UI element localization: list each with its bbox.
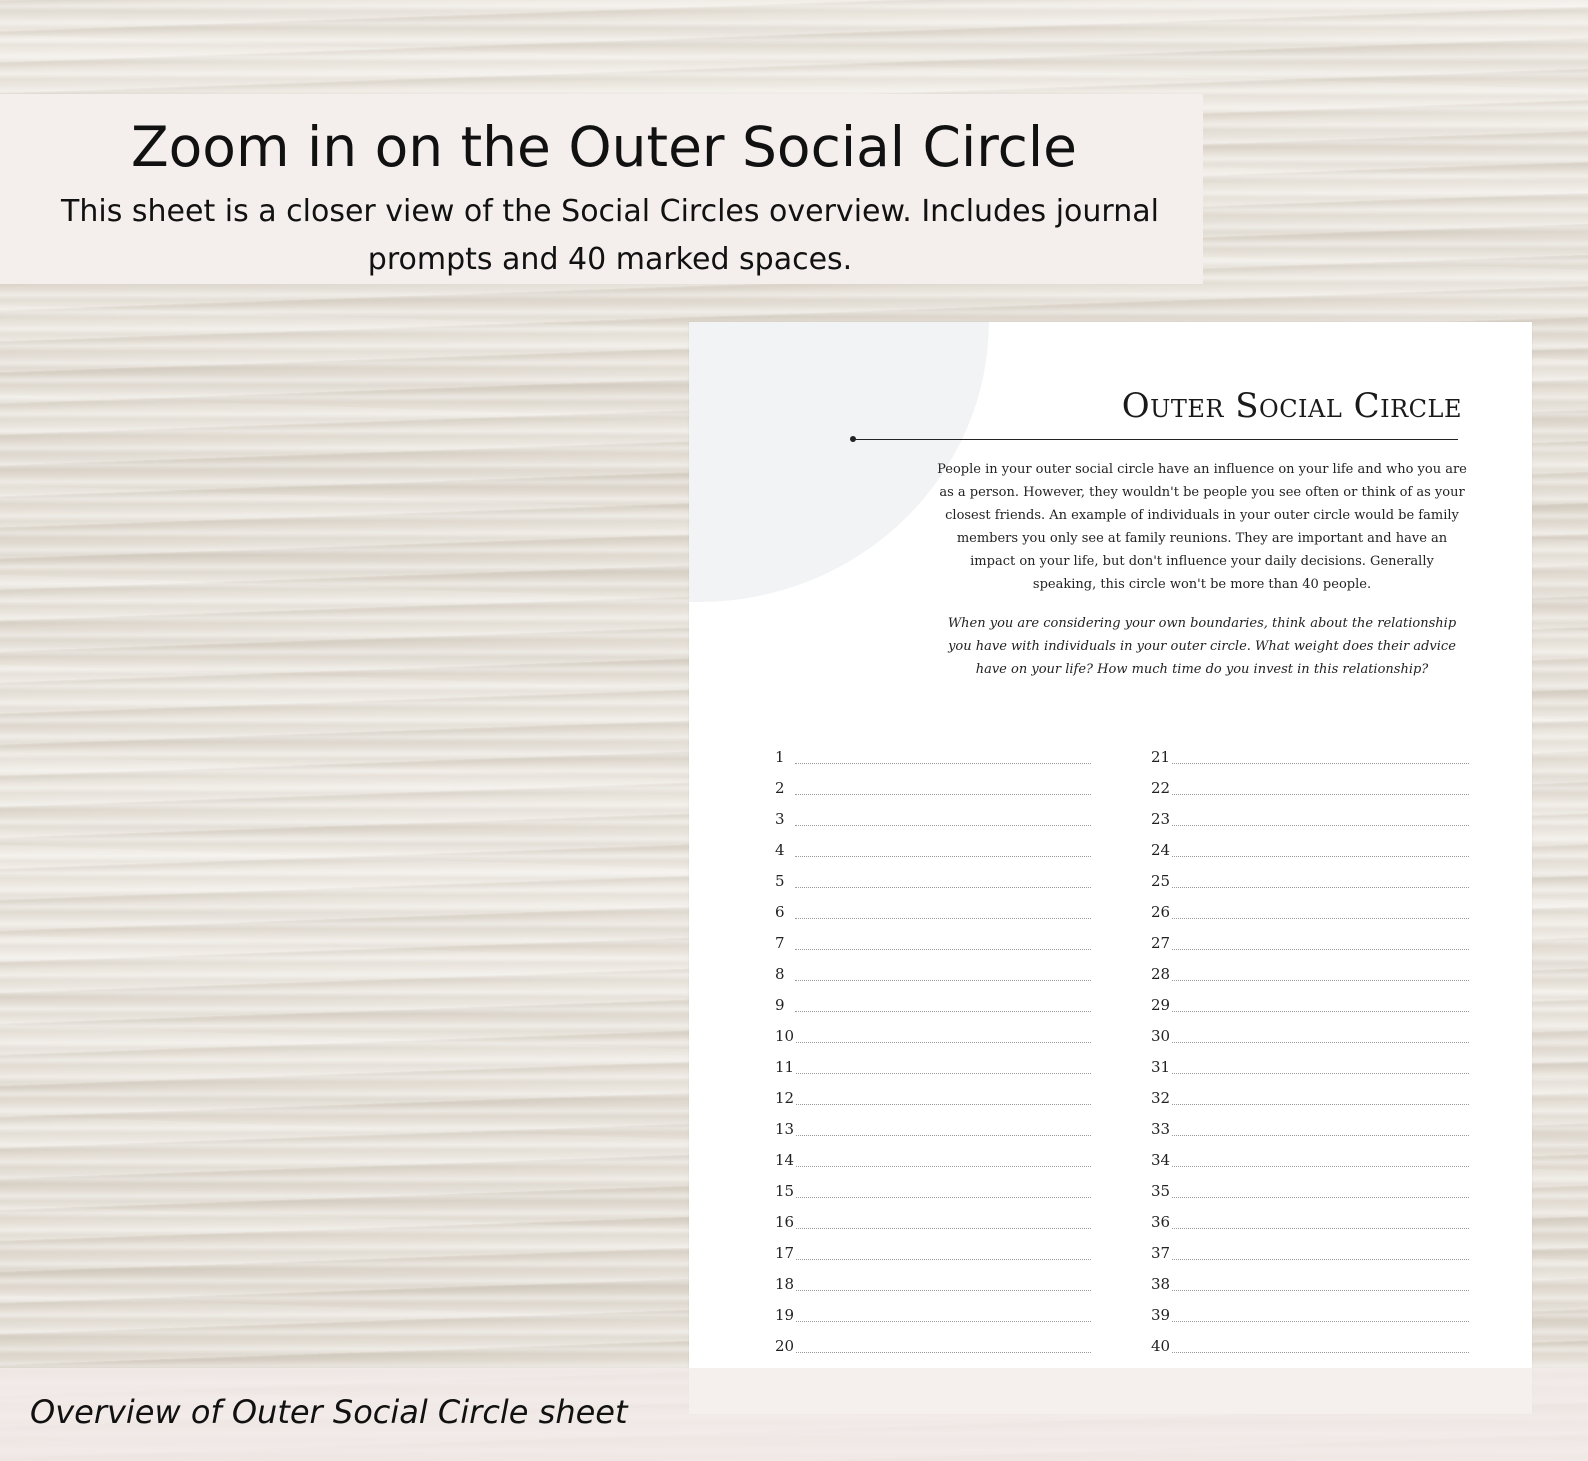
list-item-number: 28 bbox=[1151, 965, 1171, 983]
list-item bbox=[775, 1232, 1091, 1263]
list-item bbox=[775, 922, 1091, 953]
list-item-number: 25 bbox=[1151, 872, 1171, 890]
list-item bbox=[1151, 1077, 1469, 1108]
list-item bbox=[775, 953, 1091, 984]
list-item bbox=[1151, 922, 1469, 953]
write-in-line[interactable] bbox=[1172, 1320, 1469, 1322]
list-item bbox=[775, 1170, 1091, 1201]
list-item bbox=[775, 1077, 1091, 1108]
write-in-line[interactable] bbox=[796, 1072, 1091, 1074]
write-in-line[interactable] bbox=[795, 855, 1091, 857]
list-item bbox=[1151, 1263, 1469, 1294]
list-item bbox=[775, 829, 1091, 860]
list-item-number: 17 bbox=[775, 1244, 795, 1262]
list-item-number: 37 bbox=[1151, 1244, 1171, 1262]
write-in-line[interactable] bbox=[1172, 793, 1469, 795]
list-item bbox=[775, 1263, 1091, 1294]
write-in-line[interactable] bbox=[795, 948, 1091, 950]
list-item-number: 15 bbox=[775, 1182, 795, 1200]
list-item bbox=[775, 1294, 1091, 1325]
list-item-number: 27 bbox=[1151, 934, 1171, 952]
list-item-number: 18 bbox=[775, 1275, 795, 1293]
list-item bbox=[1151, 1201, 1469, 1232]
write-in-line[interactable] bbox=[1172, 1227, 1469, 1229]
list-item-number: 5 bbox=[775, 872, 785, 890]
write-in-line[interactable] bbox=[1172, 1351, 1469, 1353]
write-in-line[interactable] bbox=[796, 1320, 1091, 1322]
list-item bbox=[1151, 860, 1469, 891]
banner-subtitle: This sheet is a closer view of the Social Circles overview. Includes journal prompts and 40 marked spaces. bbox=[61, 194, 1159, 277]
list-item bbox=[1151, 1046, 1469, 1077]
list-item-number: 12 bbox=[775, 1089, 795, 1107]
write-in-line[interactable] bbox=[1172, 917, 1469, 919]
write-in-line[interactable] bbox=[795, 793, 1091, 795]
list-item-number: 1 bbox=[775, 748, 785, 766]
list-item-number: 31 bbox=[1151, 1058, 1171, 1076]
list-item bbox=[1151, 1108, 1469, 1139]
worksheet-page bbox=[689, 322, 1532, 1414]
numbered-list-right bbox=[1151, 736, 1469, 1356]
list-item-number: 2 bbox=[775, 779, 785, 797]
list-item-number: 24 bbox=[1151, 841, 1171, 859]
list-item bbox=[775, 1325, 1091, 1356]
list-item bbox=[1151, 1015, 1469, 1046]
write-in-line[interactable] bbox=[1172, 1103, 1469, 1105]
list-item-number: 33 bbox=[1151, 1120, 1171, 1138]
list-item-number: 20 bbox=[775, 1337, 795, 1355]
list-item bbox=[1151, 891, 1469, 922]
write-in-line[interactable] bbox=[796, 1258, 1091, 1260]
write-in-line[interactable] bbox=[1172, 762, 1469, 764]
list-item bbox=[775, 736, 1091, 767]
list-item bbox=[775, 891, 1091, 922]
header-banner bbox=[0, 94, 1203, 284]
list-item-number: 19 bbox=[775, 1306, 795, 1324]
write-in-line[interactable] bbox=[796, 1227, 1091, 1229]
list-item-number: 23 bbox=[1151, 810, 1171, 828]
write-in-line[interactable] bbox=[1172, 1072, 1469, 1074]
list-item-number: 10 bbox=[775, 1027, 795, 1045]
list-item-number: 13 bbox=[775, 1120, 795, 1138]
write-in-line[interactable] bbox=[1172, 855, 1469, 857]
list-item bbox=[775, 1201, 1091, 1232]
write-in-line[interactable] bbox=[796, 1041, 1091, 1043]
list-item bbox=[775, 1015, 1091, 1046]
list-item bbox=[1151, 953, 1469, 984]
list-item bbox=[1151, 767, 1469, 798]
list-item-number: 6 bbox=[775, 903, 785, 921]
write-in-line[interactable] bbox=[796, 1196, 1091, 1198]
list-item bbox=[1151, 1139, 1469, 1170]
write-in-line[interactable] bbox=[1172, 1134, 1469, 1136]
list-item-number: 40 bbox=[1151, 1337, 1171, 1355]
write-in-line[interactable] bbox=[796, 1165, 1091, 1167]
list-item-number: 36 bbox=[1151, 1213, 1171, 1231]
write-in-line[interactable] bbox=[1172, 1041, 1469, 1043]
list-item-number: 26 bbox=[1151, 903, 1171, 921]
list-item bbox=[1151, 1325, 1469, 1356]
write-in-line[interactable] bbox=[795, 1010, 1091, 1012]
list-item bbox=[775, 860, 1091, 891]
write-in-line[interactable] bbox=[1172, 1010, 1469, 1012]
journal-prompt: When you are considering your own boundaries, think about the relationship you have with individuals in your outer circle. What weight does their advice have on your life? How much time do you invest in this relationship? bbox=[947, 616, 1457, 677]
write-in-line[interactable] bbox=[796, 1103, 1091, 1105]
list-item bbox=[1151, 1232, 1469, 1263]
list-item bbox=[1151, 984, 1469, 1015]
list-item-number: 38 bbox=[1151, 1275, 1171, 1293]
list-item bbox=[775, 1108, 1091, 1139]
write-in-line[interactable] bbox=[1172, 1165, 1469, 1167]
write-in-line[interactable] bbox=[795, 824, 1091, 826]
title-divider bbox=[853, 439, 1458, 440]
list-item-number: 39 bbox=[1151, 1306, 1171, 1324]
write-in-line[interactable] bbox=[795, 886, 1091, 888]
list-item bbox=[1151, 829, 1469, 860]
write-in-line[interactable] bbox=[796, 1289, 1091, 1291]
banner-title: Zoom in on the Outer Social Circle bbox=[130, 115, 1078, 179]
list-item-number: 7 bbox=[775, 934, 785, 952]
list-item-number: 35 bbox=[1151, 1182, 1171, 1200]
list-item bbox=[775, 798, 1091, 829]
list-item bbox=[1151, 1294, 1469, 1325]
list-item-number: 14 bbox=[775, 1151, 795, 1169]
write-in-line[interactable] bbox=[1172, 824, 1469, 826]
caption-text: Overview of Outer Social Circle sheet bbox=[30, 1393, 628, 1431]
numbered-list-left bbox=[775, 736, 1091, 1356]
list-item-number: 4 bbox=[775, 841, 785, 859]
list-item bbox=[1151, 1170, 1469, 1201]
list-item-number: 21 bbox=[1151, 748, 1171, 766]
list-item bbox=[775, 767, 1091, 798]
write-in-line[interactable] bbox=[795, 917, 1091, 919]
list-item-number: 32 bbox=[1151, 1089, 1171, 1107]
list-item-number: 22 bbox=[1151, 779, 1171, 797]
list-item-number: 3 bbox=[775, 810, 785, 828]
write-in-line[interactable] bbox=[796, 1134, 1091, 1136]
write-in-line[interactable] bbox=[1172, 1196, 1469, 1198]
list-item-number: 11 bbox=[775, 1058, 795, 1076]
write-in-line[interactable] bbox=[1172, 886, 1469, 888]
write-in-line[interactable] bbox=[1172, 1258, 1469, 1260]
list-item-number: 9 bbox=[775, 996, 785, 1014]
list-item-number: 30 bbox=[1151, 1027, 1171, 1045]
write-in-line[interactable] bbox=[795, 762, 1091, 764]
list-item-number: 29 bbox=[1151, 996, 1171, 1014]
list-item bbox=[775, 1139, 1091, 1170]
write-in-line[interactable] bbox=[796, 1351, 1091, 1353]
list-item bbox=[1151, 798, 1469, 829]
list-item bbox=[775, 984, 1091, 1015]
list-item-number: 16 bbox=[775, 1213, 795, 1231]
list-item-number: 34 bbox=[1151, 1151, 1171, 1169]
list-item bbox=[775, 1046, 1091, 1077]
write-in-line[interactable] bbox=[1172, 1289, 1469, 1291]
write-in-line[interactable] bbox=[1172, 948, 1469, 950]
sheet-title: Outer Social Circle bbox=[1121, 386, 1462, 426]
intro-paragraph: People in your outer social circle have an influence on your life and who you are as a person. However, they wouldn't be people you see often or think of as your closest friends. An example of individuals in your outer circle would be family members you only see at family reunions. They are important and have an impact on your life, but don't influence your daily decisions. Generally speaking, this circle won't be more than 40 people. bbox=[937, 462, 1467, 592]
write-in-line[interactable] bbox=[795, 979, 1091, 981]
list-item bbox=[1151, 736, 1469, 767]
write-in-line[interactable] bbox=[1172, 979, 1469, 981]
list-item-number: 8 bbox=[775, 965, 785, 983]
